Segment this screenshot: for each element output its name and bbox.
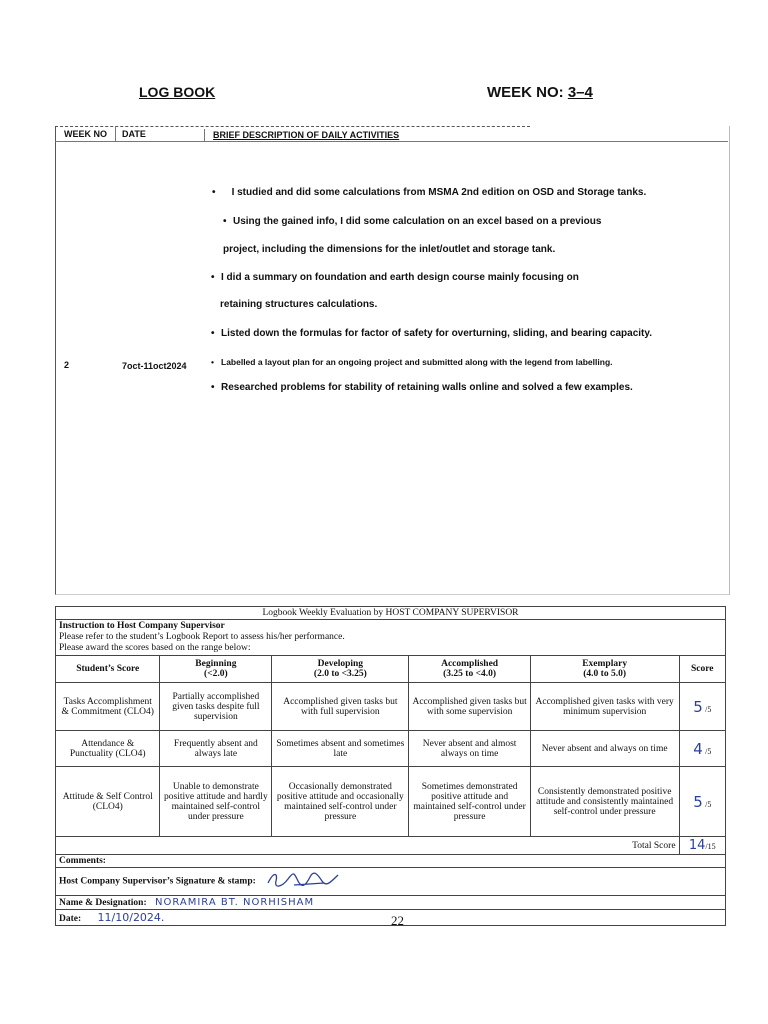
header-score: Score xyxy=(679,656,725,683)
name-designation-row[interactable] xyxy=(56,896,726,910)
beginning-cell: Frequently absent and always late xyxy=(160,731,272,767)
activity-item-continued: retaining structures calculations. xyxy=(220,299,378,310)
activity-item: • Listed down the formulas for factor of safety for overturning, sliding, and bearing capacity. xyxy=(211,328,652,339)
activity-item: • I studied and did some calculations from MSMA 2nd edition on OSD and Storage tanks. xyxy=(212,187,647,198)
evaluation-title: Logbook Weekly Evaluation by HOST COMPANY SUPERVISOR xyxy=(56,607,726,620)
name-label: Name & Designation: xyxy=(59,898,147,908)
handwritten-score: 5 xyxy=(693,697,703,716)
header-accomplished: Accomplished (3.25 to <4.0) xyxy=(409,656,530,683)
instruction-line: Please award the scores based on the range below: xyxy=(59,643,251,653)
exemplary-cell: Never absent and always on time xyxy=(530,731,679,767)
activity-item: • Researched problems for stability of retaining walls online and solved a few examples. xyxy=(211,382,633,393)
developing-cell: Accomplished given tasks but with full supervision xyxy=(272,683,409,731)
exemplary-cell: Consistently demonstrated positive attitude and consistently maintained self-control under pressure xyxy=(530,767,679,837)
score-cell[interactable]: 4 /5 xyxy=(679,731,725,767)
activity-item: • I did a summary on foundation and earth design course mainly focusing on xyxy=(211,272,579,283)
activity-item: • Labelled a layout plan for an ongoing project and submitted along with the legend from labelling. xyxy=(211,357,613,367)
instruction-heading: Instruction to Host Company Supervisor xyxy=(59,621,225,631)
instruction-block xyxy=(56,620,726,656)
total-score-cell[interactable]: 14/15 xyxy=(679,837,725,855)
activity-item-continued: project, including the dimensions for the inlet/outlet and storage tank. xyxy=(223,244,556,255)
column-header-week-no: WEEK NO xyxy=(64,129,108,139)
criterion-cell: Tasks Accomplishment & Commitment (CLO4) xyxy=(56,683,160,731)
handwritten-score: 5 xyxy=(693,792,703,811)
instruction-line: Please refer to the student’s Logbook Report to assess his/her performance. xyxy=(59,632,345,642)
column-divider xyxy=(115,126,116,141)
signature-row[interactable] xyxy=(56,868,726,896)
header-beginning: Beginning (<2.0) xyxy=(160,656,272,683)
score-cell[interactable]: 5 /5 xyxy=(679,683,725,731)
handwritten-total: 14 xyxy=(688,838,706,853)
accomplished-cell: Accomplished given tasks but with some supervision xyxy=(409,683,530,731)
handwritten-name: NORAMIRA BT. NORHISHAM xyxy=(154,897,315,908)
signature-label: Host Company Supervisor’s Signature & stamp: xyxy=(59,876,256,887)
log-table-header-border xyxy=(55,141,728,142)
comments-label[interactable]: Comments: xyxy=(56,855,726,868)
beginning-cell: Unable to demonstrate positive attitude and hardly maintained self-control under pressure xyxy=(160,767,272,837)
criterion-cell: Attendance & Punctuality (CLO4) xyxy=(56,731,160,767)
table-row xyxy=(56,731,726,767)
logbook-title: LOG BOOK xyxy=(139,84,216,100)
exemplary-cell: Accomplished given tasks with very minimum supervision xyxy=(530,683,679,731)
table-row xyxy=(56,767,726,837)
criterion-cell: Attitude & Self Control (CLO4) xyxy=(56,767,160,837)
table-row xyxy=(56,683,726,731)
handwritten-date: 11/10/2024. xyxy=(97,911,165,924)
accomplished-cell: Sometimes demonstrated positive attitude and maintained self-control under pressure xyxy=(409,767,530,837)
date-label: Date: xyxy=(59,914,82,924)
beginning-cell: Partially accomplished given tasks despite full supervision xyxy=(160,683,272,731)
header-developing: Developing (2.0 to <3.25) xyxy=(272,656,409,683)
accomplished-cell: Never absent and almost always on time xyxy=(409,731,530,767)
log-table-top-border xyxy=(55,126,530,127)
developing-cell: Occasionally demonstrated positive attitude and occasionally maintained self-control under pressure xyxy=(272,767,409,837)
activity-item: • Using the gained info, I did some calculation on an excel based on a previous xyxy=(223,216,602,227)
page-number: 22 xyxy=(391,913,404,928)
column-header-description: BRIEF DESCRIPTION OF DAILY ACTIVITIES xyxy=(213,130,400,140)
header-exemplary: Exemplary (4.0 to 5.0) xyxy=(530,656,679,683)
column-divider xyxy=(204,129,205,141)
week-label: WEEK NO: xyxy=(487,84,568,101)
week-value: 3–4 xyxy=(567,84,593,101)
header-student-score: Student’s Score xyxy=(56,656,160,683)
handwritten-score: 4 xyxy=(693,739,703,758)
week-number-title xyxy=(487,84,593,101)
column-header-date: DATE xyxy=(122,129,146,139)
score-cell[interactable]: 5 /5 xyxy=(679,767,725,837)
evaluation-table xyxy=(55,606,726,926)
total-score-label: Total Score xyxy=(56,837,680,855)
row-date: 7oct-11oct2024 xyxy=(122,361,187,371)
row-week-number: 2 xyxy=(64,360,70,370)
developing-cell: Sometimes absent and sometimes late xyxy=(272,731,409,767)
handwritten-signature xyxy=(264,869,344,894)
